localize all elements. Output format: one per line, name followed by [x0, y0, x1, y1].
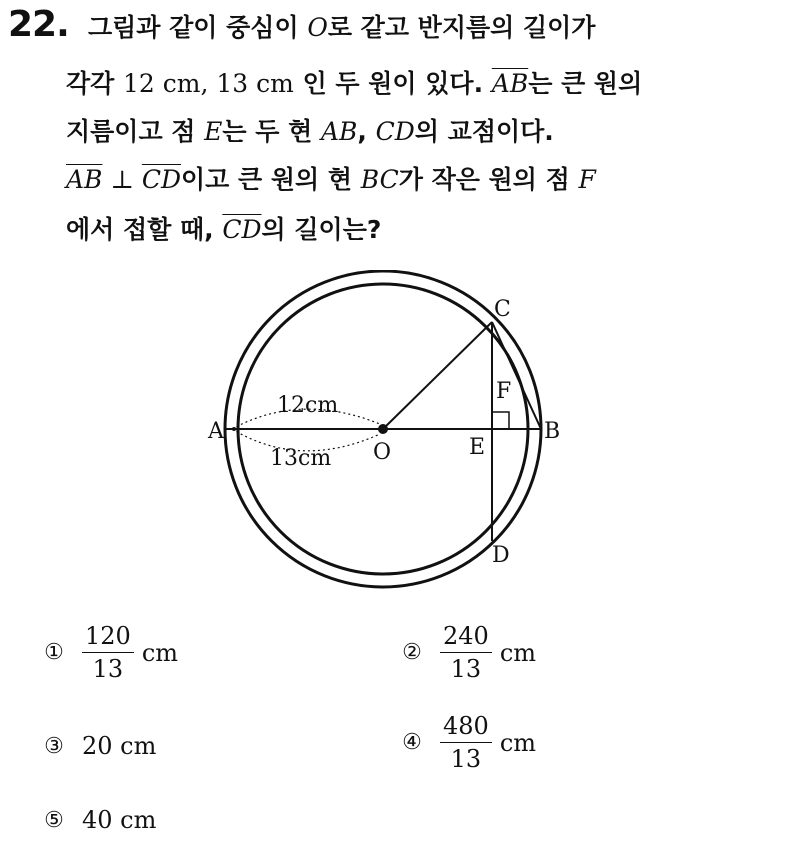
choice-4[interactable]	[400, 712, 536, 773]
label-O: O	[373, 440, 392, 465]
right-angle-mark	[492, 412, 509, 429]
choice-mark: ①	[44, 640, 64, 665]
fraction	[440, 622, 492, 683]
choice-mark: ②	[402, 640, 422, 665]
numerator: 240	[440, 622, 492, 653]
chord-BC: BC	[360, 165, 399, 194]
denominator: 13	[450, 745, 482, 773]
chord-CD: CD	[375, 117, 415, 146]
choice-1[interactable]	[42, 622, 178, 683]
label-B: B	[544, 419, 561, 444]
fraction	[82, 622, 134, 683]
label-C: C	[494, 297, 511, 322]
choice-mark: ③	[44, 733, 64, 759]
question-text: 로 같고 반지름의 길이가	[327, 13, 596, 42]
chord-AB: AB	[320, 117, 358, 146]
question-line-2	[66, 68, 642, 100]
question-text: 는 큰 원의	[528, 69, 643, 98]
denominator: 13	[450, 655, 482, 683]
unit: cm	[499, 638, 537, 667]
choice-3[interactable]	[42, 732, 156, 760]
denominator: 13	[92, 655, 124, 683]
segment-AB: $\overline{AB}$	[66, 165, 103, 194]
label-E: E	[469, 435, 486, 460]
label-F: F	[496, 379, 512, 404]
comma: ,	[200, 69, 217, 98]
question-text: 이고 큰 원의 현	[181, 165, 361, 194]
question-text: 에서 접할 때,	[66, 215, 223, 244]
math-O: O	[307, 13, 328, 42]
choice-5[interactable]	[42, 806, 156, 834]
segment-CD: $\overline{CD}$	[141, 165, 182, 194]
question-text: 인 두 원이 있다.	[293, 69, 492, 98]
fraction	[440, 712, 492, 773]
question-line-4	[66, 164, 596, 196]
question-line-1	[88, 12, 595, 44]
choice-2[interactable]	[400, 622, 536, 683]
question-text: 지름이고 점	[66, 117, 205, 146]
question-number: 22.	[8, 4, 69, 45]
choice-text: 20 cm	[82, 732, 157, 760]
unit: cm	[499, 728, 537, 757]
question-text: 각각	[66, 69, 124, 98]
radius-13: 13 cm	[216, 69, 294, 98]
choice-mark: ④	[402, 730, 422, 755]
segment-AB: $\overline{AB}$	[491, 69, 529, 98]
question-text: 그림과 같이 중심이	[88, 13, 308, 42]
label-13cm: 13cm	[270, 446, 332, 471]
segment-CD: $\overline{CD}$	[222, 215, 262, 244]
comma: ,	[357, 117, 376, 146]
center-point-O	[378, 424, 388, 434]
label-A: A	[208, 419, 224, 444]
question-line-5	[66, 214, 381, 246]
label-12cm: 12cm	[277, 393, 339, 418]
choice-text: 40 cm	[82, 806, 157, 834]
segment-OC	[383, 322, 492, 429]
chord-BC-line	[492, 322, 541, 429]
question-text: 의 교점이다.	[414, 117, 554, 146]
perpendicular-symbol: ⊥	[102, 165, 142, 194]
math-F: F	[578, 165, 596, 194]
geometry-figure	[190, 270, 580, 590]
unit: cm	[141, 638, 179, 667]
numerator: 480	[440, 712, 492, 743]
question-text: 가 작은 원의 점	[398, 165, 579, 194]
point-A	[232, 427, 236, 431]
numerator: 120	[82, 622, 134, 653]
question-text: 는 두 현	[222, 117, 321, 146]
label-D: D	[492, 543, 510, 568]
math-E: E	[204, 117, 223, 146]
question-text: 의 길이는?	[261, 215, 382, 244]
choice-mark: ⑤	[44, 807, 64, 833]
radius-12: 12 cm	[123, 69, 201, 98]
question-line-3	[66, 116, 554, 148]
